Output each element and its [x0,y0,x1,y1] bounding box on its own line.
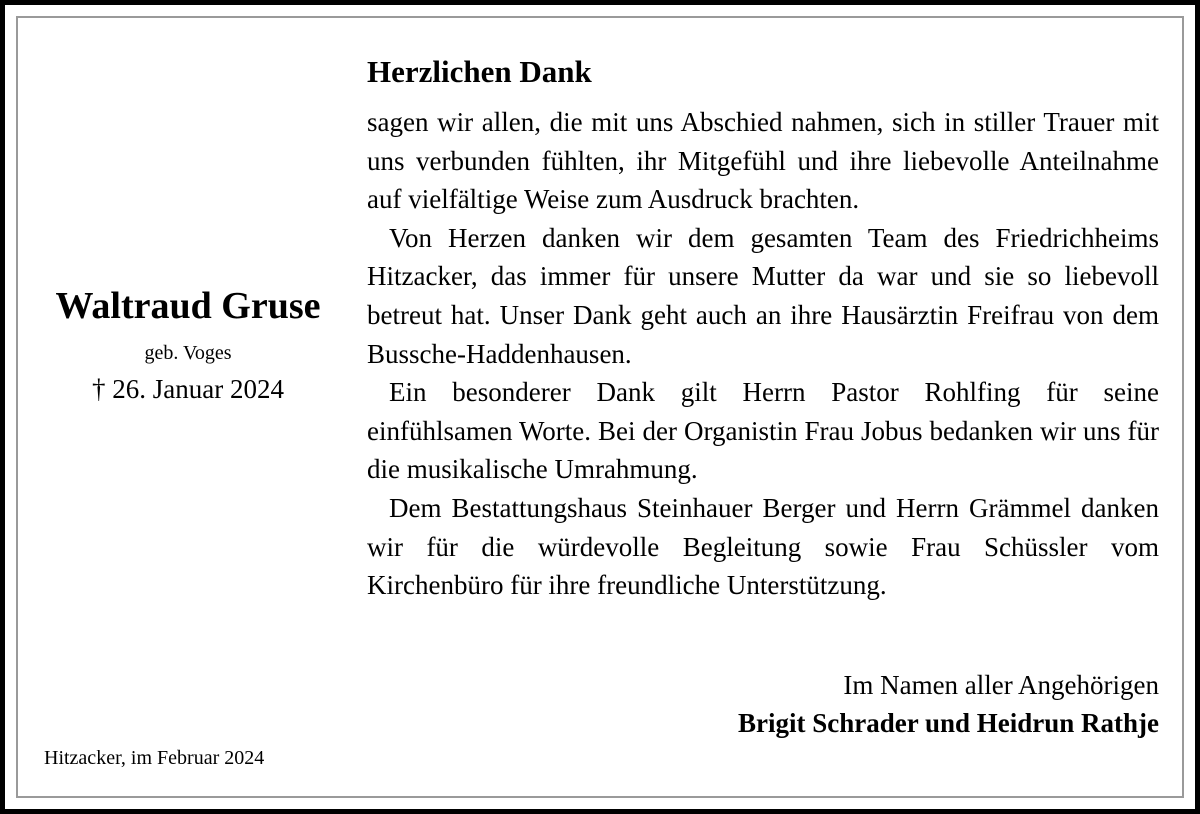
deceased-name: Waltraud Gruse [55,285,321,327]
paragraph-funeral-home: Dem Bestattungshaus Steinhauer Berger und Herrn Grämmel danken wir für die würdevolle Begleitung sowie Frau Schüssler vom Kirchenbüro für ihre freundliche Unterstützung. [367,492,1159,601]
signature-intro: Im Namen aller Angehörigen [843,670,1159,700]
signature-names: Brigit Schrader und Heidrun Rathje [737,708,1159,738]
paragraph-pastor: Ein besonderer Dank gilt Herrn Pastor Rohlfing für seine einfühlsamen Worte. Bei der Organistin Frau Jobus bedanken wir uns für die musikalische Umrahmung. [367,377,1159,485]
notice-body [367,103,1159,605]
paragraph-care-home: Von Herzen danken wir dem gesamten Team des Friedrichheims Hitzacker, das immer für unsere Mutter da war und sie so liebevoll betreut hat. Unser Dank geht auch an ihre Hausärztin Freifrau von dem Bussche-Haddenhausen. [367,222,1159,369]
maiden-name: geb. Voges [144,342,232,364]
death-date: † 26. Januar 2024 [92,374,284,404]
notice-heading: Herzlichen Dank [367,54,592,89]
paragraph-intro: sagen wir allen, die mit uns Abschied nahmen, sich in stiller Trauer mit uns verbunden fühlten, ihr Mitgefühl und ihre liebevolle Anteilnahme auf vielfältige Weise zum Ausdruck brachten. [367,107,1159,215]
place-and-date: Hitzacker, im Februar 2024 [44,747,265,769]
